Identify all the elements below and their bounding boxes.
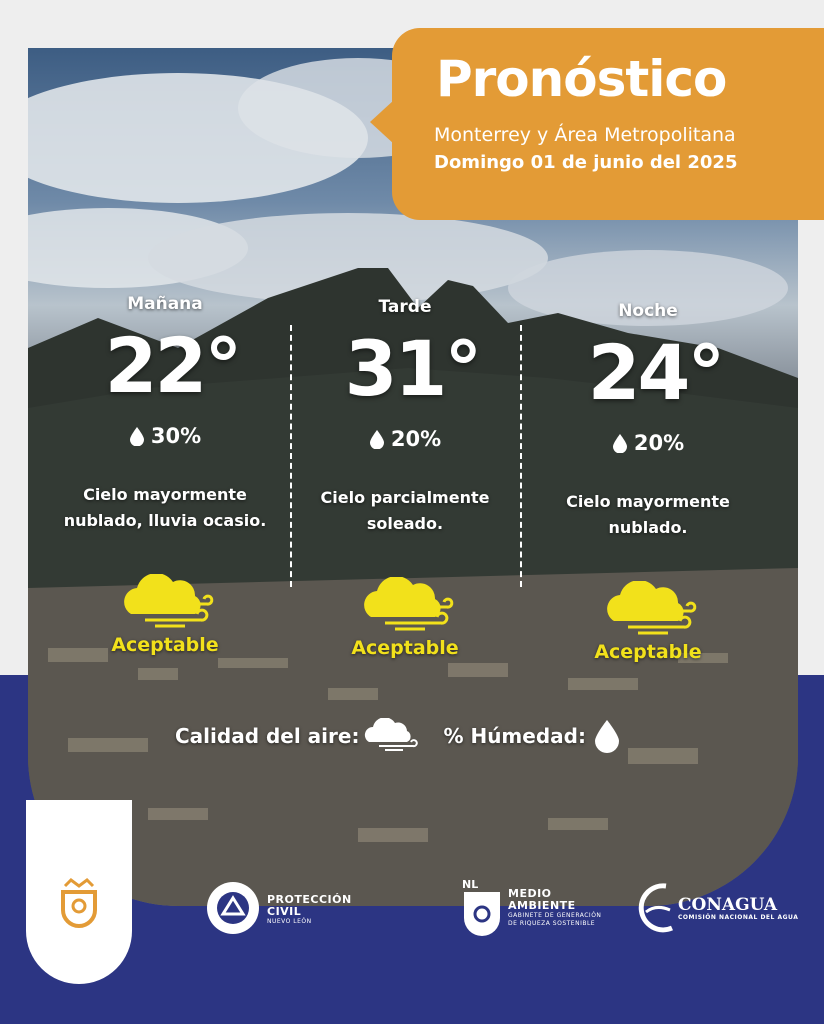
nuevo-leon-shield-icon xyxy=(462,890,502,936)
medio-line2: AMBIENTE xyxy=(508,899,576,912)
column-divider xyxy=(520,325,522,587)
conagua-emblem-icon xyxy=(636,882,676,934)
legend-humidity-label: % Húmedad: xyxy=(443,724,586,748)
proteccion-civil-emblem-icon xyxy=(205,880,261,936)
forecast-column-morning xyxy=(40,294,290,656)
period-label: Mañana xyxy=(127,294,203,314)
cloud-wind-icon xyxy=(361,718,421,754)
temperature: 31° xyxy=(344,324,480,413)
sky-description-line1: Cielo mayormente xyxy=(566,492,730,511)
temperature: 24° xyxy=(587,328,723,417)
drop-icon xyxy=(612,433,628,453)
sky-description-line1: Cielo parcialmente xyxy=(320,488,490,507)
proteccion-line3: NUEVO LEÓN xyxy=(267,918,312,925)
rain-value: 20% xyxy=(390,427,442,451)
rain-probability xyxy=(40,424,290,448)
forecast-date: Domingo 01 de junio del 2025 xyxy=(434,152,738,173)
sky-description xyxy=(40,482,290,534)
sky-description-line2: nublado, lluvia ocasio. xyxy=(63,511,267,530)
legend xyxy=(175,718,622,754)
rain-probability xyxy=(280,427,530,451)
medio-line1: MEDIO xyxy=(508,887,552,900)
legend-air-quality-label: Calidad del aire: xyxy=(175,724,360,748)
location-subtitle: Monterrey y Área Metropolitana xyxy=(434,124,736,146)
rain-probability xyxy=(523,431,773,455)
forecast-column-night xyxy=(523,301,773,663)
drop-icon xyxy=(129,426,145,446)
period-label: Tarde xyxy=(378,297,432,317)
sky-description-line1: Cielo mayormente xyxy=(83,485,247,504)
sky-description-line2: nublado. xyxy=(608,518,688,537)
rain-value: 20% xyxy=(633,431,685,455)
medio-prefix: NL xyxy=(462,878,479,891)
sky-description xyxy=(280,485,530,537)
air-quality-value: Aceptable xyxy=(594,641,702,663)
temperature: 22° xyxy=(104,321,240,410)
nuevo-leon-shield-badge xyxy=(26,800,132,984)
rain-value: 30% xyxy=(150,424,202,448)
cloud-wind-icon xyxy=(523,581,773,637)
air-quality-value: Aceptable xyxy=(111,634,219,656)
conagua-sub: COMISIÓN NACIONAL DEL AGUA xyxy=(678,914,799,921)
forecast-column-afternoon xyxy=(280,297,530,659)
sky-description xyxy=(523,489,773,541)
nuevo-leon-shield-logo xyxy=(59,878,99,930)
air-quality-value: Aceptable xyxy=(351,637,459,659)
conagua-name: CONAGUA xyxy=(678,895,778,915)
cloud-wind-icon xyxy=(280,577,530,633)
drop-icon xyxy=(369,429,385,449)
header-notch xyxy=(370,100,394,144)
period-label: Noche xyxy=(618,301,678,321)
proteccion-line2: CIVIL xyxy=(267,905,302,918)
sky-description-line2: soleado. xyxy=(366,514,444,533)
medio-line4: DE RIQUEZA SOSTENIBLE xyxy=(508,920,596,927)
cloud-wind-icon xyxy=(40,574,290,630)
page-title: Pronóstico xyxy=(436,50,727,108)
drop-icon xyxy=(592,718,622,754)
proteccion-line1: PROTECCIÓN xyxy=(267,893,352,906)
medio-line3: GABINETE DE GENERACIÓN xyxy=(508,912,602,919)
